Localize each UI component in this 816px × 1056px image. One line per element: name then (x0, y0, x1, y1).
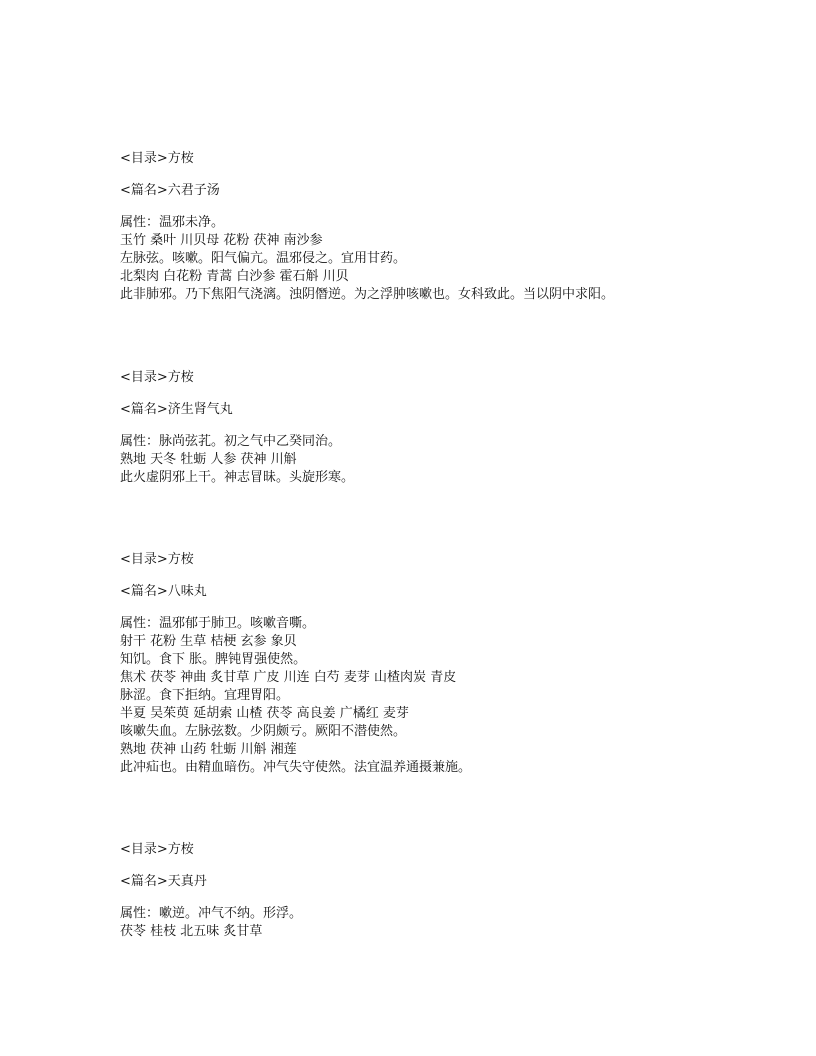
text-line: 此火虚阴邪上干。神志冒昧。头旋形寒。 (120, 470, 355, 485)
text-line: 知饥。食下 胀。脾钝胃强使然。 (120, 652, 307, 667)
text-line: 此冲疝也。由精血暗伤。冲气失守使然。法宜温养通摄兼施。 (120, 760, 472, 775)
title-line: <篇名>济生肾气丸 (120, 402, 233, 417)
entry-bawei-wan (120, 551, 780, 777)
catalog-line: <目录>方桉 (120, 842, 194, 857)
herb-line: 茯苓 桂枝 北五味 炙甘草 (120, 924, 263, 939)
title-line: <篇名>天真丹 (120, 874, 207, 889)
title-line: <篇名>六君子汤 (120, 183, 220, 198)
herb-line: 半夏 吴茱萸 延胡索 山楂 茯苓 高良姜 广橘红 麦芽 (120, 706, 409, 721)
attribute-line: 属性：嗽逆。冲气不纳。形浮。 (120, 906, 303, 921)
herb-line: 北梨肉 白花粉 青蒿 白沙参 霍石斛 川贝 (120, 269, 349, 284)
attribute-line: 属性：温邪郁于肺卫。咳嗽音嘶。 (120, 616, 316, 631)
herb-line: 焦术 茯苓 神曲 炙甘草 广皮 川连 白芍 麦芽 山楂肉炭 青皮 (120, 670, 457, 685)
text-line: 此非肺邪。乃下焦阳气浇漓。浊阴僭逆。为之浮肿咳嗽也。女科致此。当以阴中求阳。 (120, 287, 615, 302)
entry-jisheng-shenqi-wan (120, 369, 780, 487)
entry-tianzhen-dan (120, 841, 780, 941)
attribute-line: 属性：温邪未净。 (120, 215, 225, 230)
title-line: <篇名>八味丸 (120, 584, 207, 599)
text-line: 咳嗽失血。左脉弦数。少阴颇亏。厥阳不潜使然。 (120, 724, 407, 739)
entry-liujunzi-tang (120, 150, 780, 304)
catalog-line: <目录>方桉 (120, 370, 194, 385)
catalog-line: <目录>方桉 (120, 552, 194, 567)
attribute-line: 属性：脉尚弦芤。初之气中乙癸同治。 (120, 434, 342, 449)
catalog-line: <目录>方桉 (120, 151, 194, 166)
herb-line: 熟地 天冬 牡蛎 人参 茯神 川斛 (120, 452, 297, 467)
herb-line: 熟地 茯神 山药 牡蛎 川斛 湘莲 (120, 742, 297, 757)
text-line: 左脉弦。咳嗽。阳气偏亢。温邪侵之。宜用甘药。 (120, 251, 407, 266)
text-line: 脉涩。食下拒纳。宜理胃阳。 (120, 688, 290, 703)
herb-line: 射干 花粉 生草 桔梗 玄参 象贝 (120, 634, 297, 649)
herb-line: 玉竹 桑叶 川贝母 花粉 茯神 南沙参 (120, 233, 323, 248)
